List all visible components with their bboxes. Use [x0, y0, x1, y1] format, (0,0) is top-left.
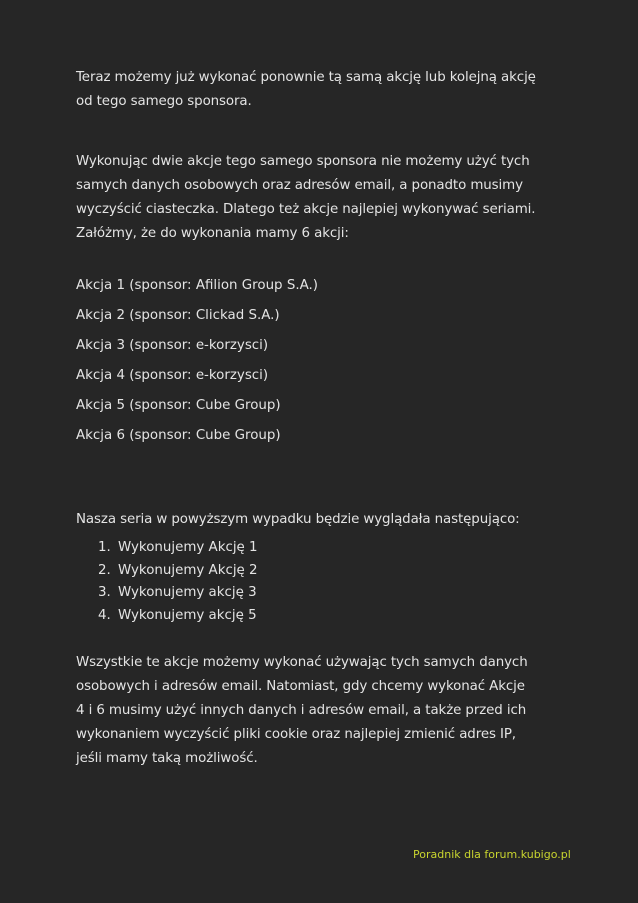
- series-step-number: 2.: [98, 562, 111, 578]
- action-item: Akcja 6 (sponsor: Cube Group): [76, 428, 281, 443]
- series-step-text: Wykonujemy akcję 3: [118, 585, 257, 600]
- conclusion-line: Wszystkie te akcje możemy wykonać używając tych samych danych: [76, 655, 528, 670]
- series-step-text: Wykonujemy Akcję 2: [118, 562, 258, 578]
- series-list: [98, 537, 258, 627]
- action-item: Akcja 5 (sponsor: Cube Group): [76, 398, 281, 413]
- series-step: [98, 582, 258, 605]
- series-step-number: 1.: [98, 540, 111, 555]
- conclusion-line: wykonaniem wyczyścić pliki cookie oraz najlepiej zmienić adres IP,: [76, 727, 516, 742]
- conclusion-line: 4 i 6 musimy użyć innych danych i adresów email, a także przed ich: [76, 703, 527, 718]
- explanation-line: wyczyścić ciasteczka. Dlatego też akcje najlepiej wykonywać seriami.: [76, 202, 536, 217]
- intro-paragraph: [76, 66, 556, 114]
- footer-credit: Poradnik dla forum.kubigo.pl: [413, 848, 571, 861]
- conclusion-paragraph: [76, 651, 556, 771]
- series-step: [98, 605, 258, 628]
- conclusion-line: jeśli mamy taką możliwość.: [76, 751, 258, 766]
- actions-list: [76, 274, 318, 454]
- series-step-text: Wykonujemy Akcję 1: [118, 540, 258, 555]
- action-item: Akcja 3 (sponsor: e-korzysci): [76, 338, 269, 353]
- action-item: Akcja 1 (sponsor: Afilion Group S.A.): [76, 278, 318, 293]
- series-intro-line: Nasza seria w powyższym wypadku będzie wyglądała następująco:: [76, 512, 520, 527]
- explanation-line: samych danych osobowych oraz adresów email, a ponadto musimy: [76, 178, 523, 193]
- explanation-line: Załóżmy, że do wykonania mamy 6 akcji:: [76, 226, 349, 241]
- explanation-paragraph: [76, 150, 556, 246]
- series-step-number: 4.: [98, 607, 111, 623]
- action-item: Akcja 2 (sponsor: Clickad S.A.): [76, 308, 280, 323]
- action-item: Akcja 4 (sponsor: e-korzysci): [76, 368, 269, 383]
- intro-line: Teraz możemy już wykonać ponownie tą samą akcję lub kolejną akcję: [76, 70, 536, 85]
- series-step-number: 3.: [98, 585, 111, 600]
- intro-line: od tego samego sponsora.: [76, 94, 252, 109]
- explanation-line: Wykonując dwie akcje tego samego sponsora nie możemy użyć tych: [76, 154, 530, 169]
- series-step-text: Wykonujemy akcję 5: [118, 607, 257, 623]
- series-step: [98, 560, 258, 583]
- conclusion-line: osobowych i adresów email. Natomiast, gdy chcemy wykonać Akcje: [76, 679, 525, 694]
- series-step: [98, 537, 258, 560]
- series-intro-paragraph: [76, 508, 556, 532]
